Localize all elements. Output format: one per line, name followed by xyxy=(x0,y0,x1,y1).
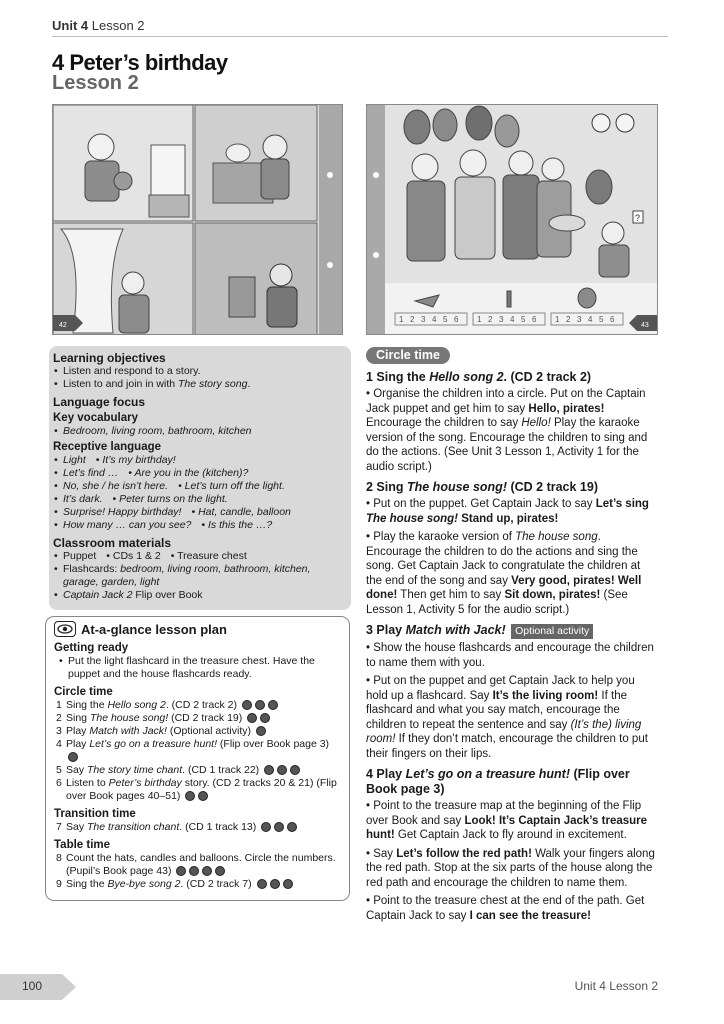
receptive-line: • It’s dark. • Peter turns on the light. xyxy=(53,493,345,506)
heading-title: Hello song 2 xyxy=(429,370,504,384)
receptive-heading: Receptive language xyxy=(53,441,162,453)
plan-text: Say xyxy=(66,764,88,776)
transition-heading: Transition time xyxy=(54,808,136,820)
at-a-glance-box xyxy=(45,616,350,901)
circle-time-column xyxy=(366,346,658,923)
left-page-number: 42 xyxy=(59,322,67,329)
objective-text: Listen to and join in with xyxy=(63,378,178,390)
activity-3-text-2 xyxy=(366,674,658,761)
plan-item xyxy=(54,738,341,764)
para-text: Get Captain Jack to fly around in excitement. xyxy=(394,829,627,841)
glance-title-row xyxy=(54,621,341,637)
cd-icon xyxy=(255,700,265,710)
receptive-phrase: Are you in the (kitchen)? xyxy=(134,467,249,479)
table-time-heading: Table time xyxy=(54,839,111,851)
plan-text: . (CD 1 track 13) xyxy=(179,821,257,833)
cd-icons xyxy=(259,822,297,832)
counter-digit: 2 xyxy=(566,315,571,324)
activity-2-heading xyxy=(366,480,658,495)
plan-title: Let’s go on a treasure hunt! xyxy=(89,738,217,750)
glance-title: At-a-glance lesson plan xyxy=(81,621,227,637)
plan-number: 1 xyxy=(56,699,62,711)
cd-icon xyxy=(176,866,186,876)
cd-icon xyxy=(257,879,267,889)
counter-digit: 5 xyxy=(599,315,604,324)
heading-title: Match with Jack! xyxy=(405,623,506,637)
plan-title: Hello song 2 xyxy=(107,699,166,711)
receptive-phrase: No, she / he isn’t here. xyxy=(63,480,169,492)
heading-text: (Flip over Book page 3) xyxy=(366,767,630,796)
para-text: • Say xyxy=(366,847,397,860)
counter-digit: 6 xyxy=(610,315,615,324)
para-text: • Put on the puppet and get Captain Jack to help you hold up a flashcard. Say xyxy=(366,675,635,702)
material-item: CDs 1 & 2 xyxy=(112,550,161,562)
receptive-line: • Surprise! Happy birthday! • Hat, candle, balloon xyxy=(53,506,345,519)
materials-line: • Puppet • CDs 1 & 2 • Treasure chest xyxy=(53,550,345,563)
plan-title: Peter’s birthday xyxy=(108,777,182,789)
plan-title: The story time chant xyxy=(87,764,183,776)
plan-text: (CD 2 track 19) xyxy=(168,712,243,724)
para-text: • Point to the treasure chest at the end of the path. Get Captain Jack to say xyxy=(366,895,645,922)
activity-1-heading xyxy=(366,370,658,385)
receptive-phrase: Hat, candle, balloon xyxy=(198,506,291,518)
para-text: If they don’t match, encourage the children to put their fingers on their lips. xyxy=(366,733,648,760)
cd-icon xyxy=(268,700,278,710)
plan-number: 3 xyxy=(56,725,62,737)
para-text: Walk your fingers along the red path. Stop at the six parts of the house along the red path and encourage the children to name them. xyxy=(366,847,655,889)
page-subtitle: Lesson 2 xyxy=(52,72,139,94)
cd-icon xyxy=(274,822,284,832)
materials-line xyxy=(53,589,345,602)
para-text: Encourage the children to say xyxy=(366,417,522,429)
counter-digit: 3 xyxy=(499,315,504,324)
plan-text: Sing the xyxy=(66,699,108,711)
cd-icons xyxy=(174,866,225,876)
counter-digit: 2 xyxy=(410,315,415,324)
counter-digit: 6 xyxy=(454,315,459,324)
para-bold: Look! It’s Captain Jack’s treasure hunt! xyxy=(366,814,648,841)
footer-lesson: Lesson 2 xyxy=(609,979,658,993)
para-text: Play the karaoke version of the song. Encourage the children to sing and do the actions. (See Unit 3 Lesson 1, Activity 1 for the audio script.) xyxy=(366,417,648,473)
materials-line xyxy=(53,563,345,589)
receptive-phrase: Let’s turn off the light. xyxy=(184,480,285,492)
activity-4-text xyxy=(366,799,658,843)
plan-number: 9 xyxy=(56,878,62,890)
plan-number: 7 xyxy=(56,821,62,833)
activity-4-text-2 xyxy=(366,847,658,891)
receptive-line: • How many … can you see? • Is this the …? xyxy=(53,519,345,532)
cd-icon xyxy=(247,713,257,723)
plan-text: Listen to xyxy=(66,777,109,789)
cd-icon xyxy=(270,879,280,889)
para-text: . Encourage the children to do the actions and sing the song. Get Captain Jack to congratulate the children at the end of the song and say xyxy=(366,531,641,587)
cd-icons xyxy=(183,791,208,801)
cd-icon xyxy=(215,866,225,876)
language-focus-heading: Language focus xyxy=(53,395,146,409)
cd-icon xyxy=(185,791,195,801)
cd-icon xyxy=(261,822,271,832)
para-bold: I can see the treasure! xyxy=(469,909,592,922)
counter-digit: 1 xyxy=(555,315,560,324)
plan-text: Say xyxy=(66,821,88,833)
heading-text: (CD 2 track 19) xyxy=(506,480,598,494)
counter-digit: 3 xyxy=(577,315,582,324)
para-text: If the flashcard and what you say match, encourage the children to repeat the sentence and say xyxy=(366,689,628,731)
plan-text: story. (CD 2 tracks 20 & 21) (Flip over Book pages 40–51) xyxy=(66,777,337,802)
counter-digit: 1 xyxy=(399,315,404,324)
counter-digit: 4 xyxy=(432,315,437,324)
page-title: 4 Peter’s birthday xyxy=(52,50,228,75)
objectives-heading: Learning objectives xyxy=(53,351,166,365)
para-bold: Hello, pirates! xyxy=(528,402,605,415)
plan-text: (Optional activity) xyxy=(166,725,251,737)
plan-number: 4 xyxy=(56,738,62,750)
flashcard-items: bedroom, living room, bathroom, kitchen, garage, garden, light xyxy=(63,563,311,588)
plan-text: (Flip over Book page 3) xyxy=(217,738,330,750)
activity-3-heading xyxy=(366,623,658,639)
plan-title: The house song! xyxy=(89,712,169,724)
objective-item: • Listen and respond to a story. xyxy=(53,365,345,378)
materials-heading: Classroom materials xyxy=(53,536,172,550)
plan-text: Count the hats, candles and balloons. Circle the numbers. (Pupil’s Book page 43) xyxy=(66,852,336,877)
para-italic: (It’s the) living room! xyxy=(366,718,642,745)
receptive-phrase: Is this the …? xyxy=(208,519,273,531)
para-text: • Organise the children into a circle. Put on the Captain Jack puppet and get him to say xyxy=(366,388,646,415)
para-bold: Very good, pirates! Well done! xyxy=(366,574,642,601)
learning-objectives-box xyxy=(49,346,351,610)
receptive-phrase: Surprise! Happy birthday! xyxy=(63,506,182,518)
activity-4-text-3 xyxy=(366,894,658,923)
activity-3-text: • Show the house flashcards and encourage the children to name them with you. xyxy=(366,642,654,669)
plan-item xyxy=(54,878,341,891)
footer-label xyxy=(575,979,658,993)
heading-text: 4 Play xyxy=(366,767,406,781)
plan-number: 8 xyxy=(56,852,62,864)
plan-text: . (CD 1 track 22) xyxy=(182,764,260,776)
cd-icon xyxy=(287,822,297,832)
cd-icon xyxy=(277,765,287,775)
plan-text: Play xyxy=(66,725,90,737)
cd-icon xyxy=(189,866,199,876)
plan-number: 6 xyxy=(56,777,62,789)
header-divider xyxy=(52,36,668,37)
counter-digit: 2 xyxy=(488,315,493,324)
cd-icon xyxy=(202,866,212,876)
cd-icons xyxy=(262,765,300,775)
counter-digit: 5 xyxy=(443,315,448,324)
heading-text: 1 Sing the xyxy=(366,370,430,384)
cd-icons xyxy=(240,700,278,710)
plan-item xyxy=(54,777,341,803)
plan-number: 5 xyxy=(56,764,62,776)
plan-item xyxy=(54,699,341,712)
cd-icon xyxy=(264,765,274,775)
vocab-item: • Bedroom, living room, bathroom, kitchen xyxy=(53,425,345,438)
circle-time-heading: Circle time xyxy=(54,686,113,698)
material-item: Treasure chest xyxy=(177,550,247,562)
getting-ready-item: • Put the light flashcard in the treasure chest. Have the puppet and the house flashcards ready. xyxy=(58,655,341,681)
para-bold: Sit down, pirates! xyxy=(504,589,601,601)
cd-icons xyxy=(255,879,293,889)
story-song-title: The story song xyxy=(178,378,248,390)
book-rest: Flip over Book xyxy=(132,589,203,601)
plan-text: . (CD 2 track 7) xyxy=(180,878,252,890)
para-bold: Let’s sing xyxy=(595,498,649,510)
cd-icon xyxy=(256,726,266,736)
receptive-phrase: Peter turns on the light. xyxy=(119,493,228,505)
header-lesson: Lesson 2 xyxy=(91,18,145,33)
cd-icon xyxy=(242,700,252,710)
key-vocab-heading: Key vocabulary xyxy=(53,412,139,424)
para-bold: Stand up, pirates! xyxy=(458,512,559,525)
plan-item xyxy=(54,725,341,738)
para-bold-italic: The house song! xyxy=(366,512,458,525)
footer-unit: Unit 4 xyxy=(574,979,606,993)
receptive-phrase: It’s dark. xyxy=(63,493,103,505)
receptive-phrase: Let’s find … xyxy=(63,467,119,479)
heading-text: 3 Play xyxy=(366,623,406,637)
heading-text: . (CD 2 track 2) xyxy=(503,370,592,384)
activity-2-text xyxy=(366,497,658,526)
cd-icon xyxy=(198,791,208,801)
para-text: • Put on the puppet. Get Captain Jack to say xyxy=(366,498,596,510)
objective-period: . xyxy=(247,378,251,390)
receptive-line: • Light • It’s my birthday! xyxy=(53,454,345,467)
plan-item xyxy=(54,764,341,777)
cd-icon xyxy=(290,765,300,775)
cd-icon xyxy=(283,879,293,889)
circle-time-pill: Circle time xyxy=(366,347,450,364)
story-illustration-left xyxy=(52,104,343,335)
counter-digit: 3 xyxy=(421,315,426,324)
cd-icons xyxy=(254,726,266,736)
cd-icons xyxy=(66,752,78,762)
plan-text: Sing the xyxy=(66,878,108,890)
plan-text: Sing xyxy=(66,712,90,724)
para-text: • Play the karaoke version of xyxy=(366,531,516,543)
plan-item xyxy=(54,852,341,878)
receptive-phrase: How many … can you see? xyxy=(63,519,192,531)
page-number: 100 xyxy=(22,979,43,993)
plan-title: Match with Jack! xyxy=(89,725,167,737)
counter-digit: 1 xyxy=(477,315,482,324)
activity-2-text-2 xyxy=(366,530,658,617)
right-page-number: 43 xyxy=(641,322,649,329)
plan-text: Play xyxy=(66,738,90,750)
heading-text: 2 Sing xyxy=(366,480,407,494)
book-title: Captain Jack 2 xyxy=(63,589,133,601)
counter-digit: 5 xyxy=(521,315,526,324)
para-bold: Let’s follow the red path! xyxy=(396,847,532,860)
running-header xyxy=(52,18,145,33)
counter-digit: 6 xyxy=(532,315,537,324)
counter-digit: 4 xyxy=(510,315,515,324)
receptive-phrase: It’s my birthday! xyxy=(102,454,176,466)
receptive-phrase: Light xyxy=(63,454,86,466)
objective-item xyxy=(53,378,345,391)
heading-title: Let’s go on a treasure hunt! xyxy=(405,767,570,781)
para-text: • Point to the treasure map at the beginning of the Flip over Book and say xyxy=(366,800,642,827)
para-italic: Hello! xyxy=(521,417,551,429)
material-item: Puppet xyxy=(63,550,97,562)
activity-1-text xyxy=(366,387,658,474)
party-illustration-right xyxy=(366,104,658,335)
para-text: Then get him to say xyxy=(397,589,505,601)
flashcards-label: Flashcards: xyxy=(63,563,121,575)
heading-title: The house song! xyxy=(406,480,507,494)
cd-icons xyxy=(245,713,270,723)
optional-activity-badge: Optional activity xyxy=(511,624,593,639)
plan-number: 2 xyxy=(56,712,62,724)
plan-text: . (CD 2 track 2) xyxy=(165,699,238,711)
plan-item xyxy=(54,712,341,725)
para-bold: It’s the living room! xyxy=(492,689,599,702)
para-italic: The house song xyxy=(515,531,598,543)
receptive-line: • No, she / he isn’t here. • Let’s turn off the light. xyxy=(53,480,345,493)
plan-item xyxy=(54,821,341,834)
receptive-line: • Let’s find … • Are you in the (kitchen)? xyxy=(53,467,345,480)
cd-icon xyxy=(68,752,78,762)
header-unit: Unit 4 xyxy=(52,18,89,33)
cd-icon xyxy=(260,713,270,723)
plan-title: The transition chant xyxy=(87,821,180,833)
plan-title: Bye-bye song 2 xyxy=(107,878,181,890)
flashcard-question: ? xyxy=(635,213,641,223)
eye-icon xyxy=(54,621,76,637)
para-text: (See Lesson 1, Activity 5 for the audio script.) xyxy=(366,589,628,616)
counter-digit: 4 xyxy=(588,315,593,324)
activity-4-heading xyxy=(366,767,658,797)
getting-ready-heading: Getting ready xyxy=(54,642,129,654)
